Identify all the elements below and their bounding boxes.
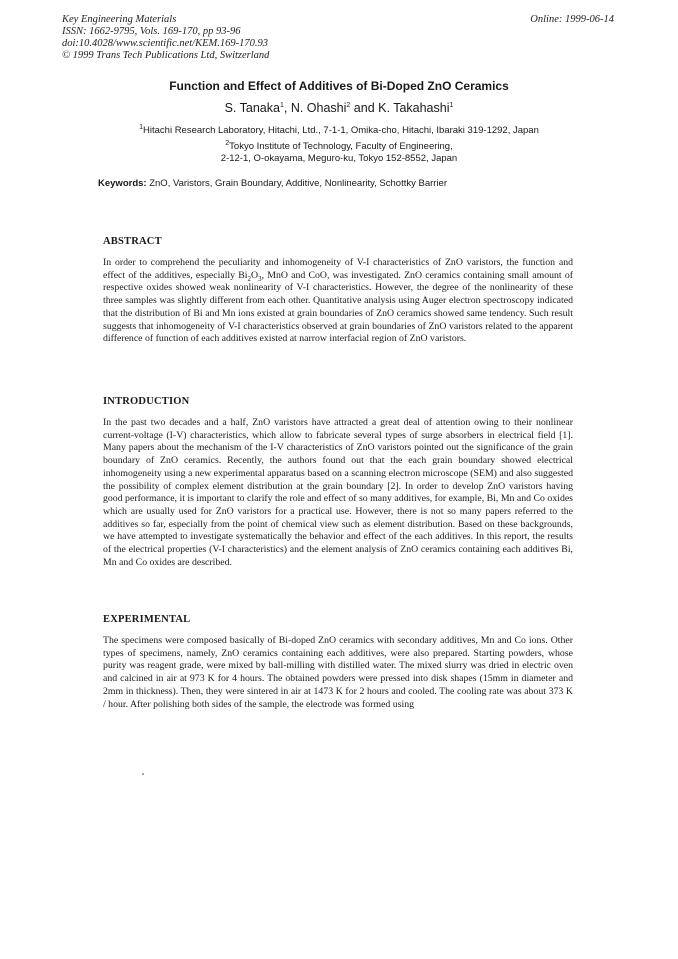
abstract-heading: ABSTRACT — [103, 236, 162, 247]
introduction-text: In the past two decades and a half, ZnO varistors have attracted a great deal of attention owing to their nonlinear current-voltage (I-V) characteristics, which allow to fabricate several types of surge absorbers in electrical field [1]. Many papers about the mechanism of the I-V characteristics of ZnO varistors pointed out the significance of the grain boundary of ZnO ceramics. Recently, the authors found out that the each grain boundary showed electrical inhomogeneity using a new experimental apparatus based on a scanning electron microscope (SEM) and also suggested the possibility of complex element distribution at the grain boundary [2]. In order to develop ZnO varistors having good performance, it is important to clarify the role and effect of so many additives, for example, Bi, Mn and Co oxides which are usually used for ZnO varistors for a practical use. However, there is not so many papers referred to the additives so far, especially from the point of chemical view such as element distribution. Based on these backgrounds, we have attempted to investigate systematically the behavior and effect of the each additives. In this report, the results of the electrical properties (V-I characteristics) and the element analysis of ZnO ceramics containing each additives Bi, Mn and Co oxides are described. — [103, 417, 573, 568]
author-name: N. Ohashi — [290, 101, 347, 115]
author-separator: and — [350, 101, 379, 115]
keywords-text: ZnO, Varistors, Grain Boundary, Additive, Nonlinearity, Schottky Barrier — [149, 178, 448, 189]
issn-line: ISSN: 1662-9795, Vols. 169-170, pp 93-96 — [62, 26, 241, 37]
affiliation-address: 2-12-1, O-okayama, Meguro-ku, Tokyo 152-8552, Japan — [220, 153, 458, 164]
affiliation-mark: 2 — [225, 139, 230, 147]
affiliation-text: Tokyo Institute of Technology, Faculty of Engineering, — [229, 141, 453, 152]
author-name: S. Tanaka — [224, 101, 280, 115]
abstract-text: In order to comprehend the peculiarity and inhomogeneity of V-I characteristics of ZnO varistors, the function and effect of the additives, especially $Bi_2O_3$, MnO and CoO, was investigated. ZnO ceramics containing small amount of respective oxides showed weak nonlinearity of V-I characteristics. However, the degree of the nonlinearity of these three samples was slightly different from each other. Quantitative analysis using Auger electron spectroscopy indicated that the distribution of Bi and Mn ions existed at grain boundaries of ZnO ceramics showed same tendency. Such result suggests that inhomogeneity of V-I characteristics observed at grain boundaries of ZnO varistors related to the apparent difference of function of each additives existed at narrow interfacial region of ZnO varistors. — [103, 257, 573, 345]
author-affiliation-mark: 1 — [449, 101, 454, 109]
author-affiliation-mark: 2 — [346, 101, 351, 109]
experimental-section — [103, 614, 573, 711]
paper-title: Function and Effect of Additives of Bi-Doped ZnO Ceramics — [169, 79, 509, 93]
introduction-section — [103, 396, 573, 569]
abstract-section — [103, 236, 573, 346]
journal-header — [62, 14, 269, 62]
journal-name: Key Engineering Materials — [62, 14, 177, 25]
affiliation-1 — [0, 125, 678, 137]
author-name: K. Takahashi — [378, 101, 450, 115]
affiliation-text: Hitachi Research Laboratory, Hitachi, Ltd., 7-1-1, Omika-cho, Hitachi, Ibaraki 319-1292, Japan — [143, 125, 539, 136]
author-affiliation-mark: 1 — [279, 101, 284, 109]
scan-speck — [142, 773, 144, 775]
keywords-label: Keywords: — [98, 178, 147, 189]
affiliation-mark: 1 — [139, 123, 144, 131]
doi-line: doi:10.4028/www.scientific.net/KEM.169-170.93 — [62, 38, 268, 49]
experimental-heading: EXPERIMENTAL — [103, 614, 191, 625]
copyright-line: © 1999 Trans Tech Publications Ltd, Switzerland — [62, 50, 270, 61]
author-list — [0, 101, 678, 115]
online-date: Online: 1999-06-14 — [530, 14, 614, 25]
affiliation-2 — [0, 141, 678, 165]
keywords — [98, 178, 598, 189]
introduction-heading: INTRODUCTION — [103, 396, 190, 407]
experimental-text: The specimens were composed basically of Bi-doped ZnO ceramics with secondary additives, Mn and Co ions. Other types of specimens, namely, ZnO ceramics containing each additives, were also prepared. Starting powders, whose purity was reagent grade, were mixed by ball-milling with distilled water. The mixed slurry was dried in electric oven and calcined in air at 973 K for 4 hours. The obtained powders were pressed into disk shapes (15mm in diameter and 2mm in thickness). Then, they were sintered in air at 1473 K for 2 hours and cooled. The cooling rate was about 373 K / hour. After polishing both sides of the sample, the electrode was formed using — [103, 635, 573, 710]
author-separator: , — [283, 101, 291, 115]
